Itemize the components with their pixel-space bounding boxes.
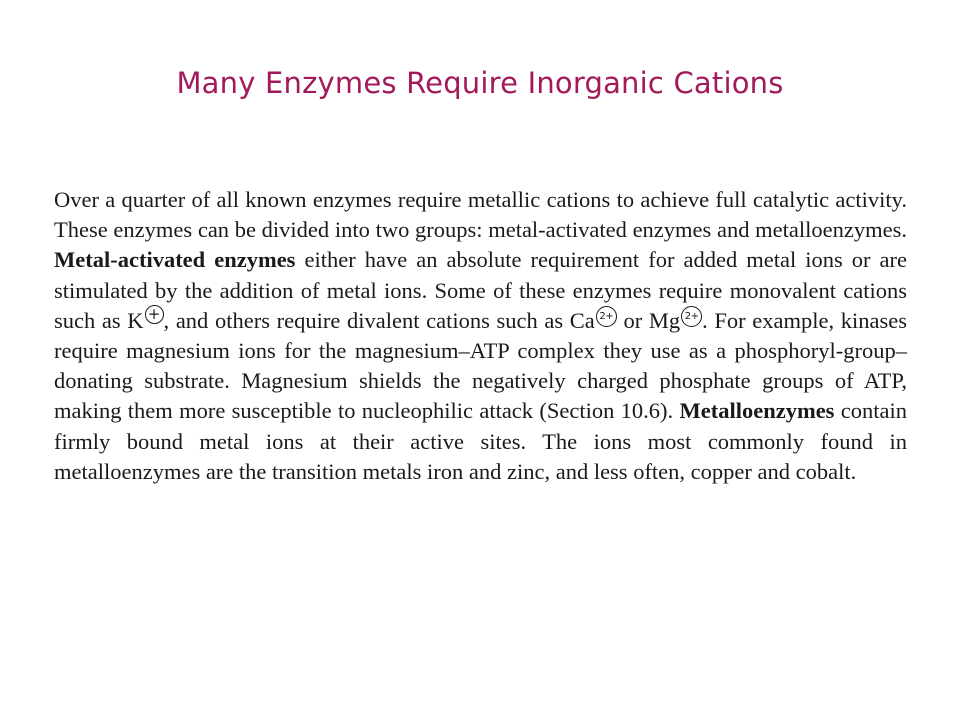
text-segment: . For example, kinases require magnesium ions for the magnesium–ATP complex they use as a phosphoryl-group–donating substrate. Magnesium shields the negatively charged phosphate groups of ATP, making them more susceptible to nucleophilic attack (Section 10.6). <box>54 307 908 424</box>
text-segment: either have an absolute requirement for added metal ions or are stimulated by the addition of metal ions. Some of these enzymes require monovalent cations such as K <box>54 247 908 333</box>
charge-2plus-icon: 2+ <box>681 306 702 327</box>
charge-plus-icon: + <box>145 305 164 324</box>
text-segment: Over a quarter of all known enzymes require metallic cations to achieve full catalytic activity. These enzymes can be divided into two groups: metal-activated enzymes and metalloenzymes. <box>54 187 907 243</box>
text-segment: contain firmly bound metal ions at their active sites. The ions most commonly found in metalloenzymes are the transition metals iron and zinc, and less often, copper and cobalt. <box>54 398 908 484</box>
text-segment: or Mg <box>623 307 681 333</box>
charge-2plus-icon: 2+ <box>596 306 617 327</box>
slide-title: Many Enzymes Require Inorganic Cations <box>176 66 784 100</box>
text-segment: , and others require divalent cations such as Ca <box>163 307 595 333</box>
term-metalloenzymes: Metalloenzymes <box>679 398 835 424</box>
term-metal-activated-enzymes: Metal-activated enzymes <box>54 247 296 273</box>
body-paragraph <box>54 185 907 487</box>
